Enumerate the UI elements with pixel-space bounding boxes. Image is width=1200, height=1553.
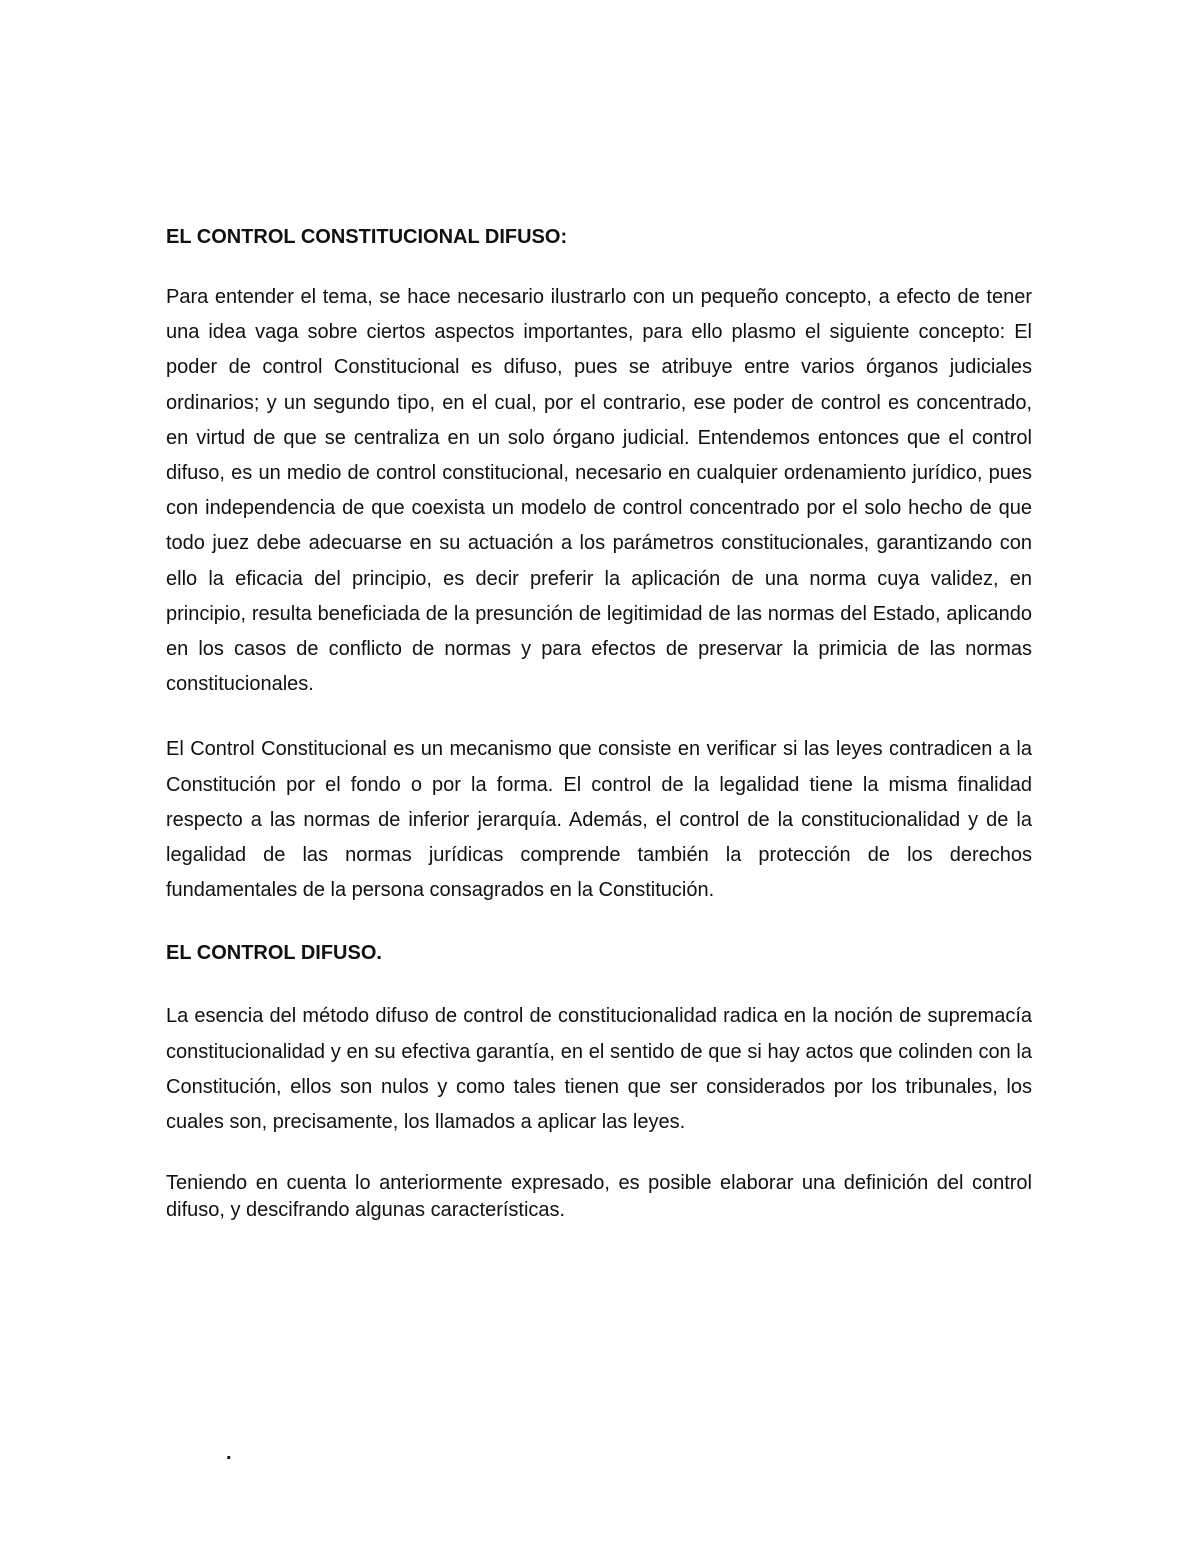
document-body (166, 224, 1032, 1224)
paragraph-control-constitucional: El Control Constitucional es un mecanismo que consiste en verificar si las leyes contradicen a la Constitución por el fondo o por la forma. El control de la legalidad tiene la misma finalidad respecto a las normas de inferior jerarquía. Además, el control de la constitucionalidad y de la legalidad de las normas jurídicas comprende también la protección de los derechos fundamentales de la persona consagrados en la Constitución. (166, 738, 1032, 902)
section-heading-control-difuso: EL CONTROL DIFUSO. (166, 942, 382, 965)
bullet-mark: . (226, 1442, 232, 1464)
section-heading-control-constitucional-difuso: EL CONTROL CONSTITUCIONAL DIFUSO: (166, 226, 568, 248)
paragraph-esencia-metodo-difuso: La esencia del método difuso de control de constitucionalidad radica en la noción de supremacía constitucionalidad y en su efectiva garantía, en el sentido de que si hay actos que colinden con la Constitución, ellos son nulos y como tales tienen que ser considerados por los tribunales, los cuales son, precisamente, los llamados a aplicar las leyes. (166, 1005, 1032, 1134)
paragraph-concepto: Para entender el tema, se hace necesario ilustrarlo con un pequeño concepto, a efecto de tener una idea vaga sobre ciertos aspectos importantes, para ello plasmo el siguiente concepto: El poder de control Constitucional es difuso, pues se atribuye entre varios órganos judiciales ordinarios; y un segundo tipo, en el cual, por el contrario, ese poder de control es concentrado, en virtud de que se centraliza en un solo órgano judicial. Entendemos entonces que el control difuso, es un medio de control constitucional, necesario en cualquier ordenamiento jurídico, pues con independencia de que coexista un modelo de control concentrado por el solo hecho de que todo juez debe adecuarse en su actuación a los parámetros constitucionales, garantizando con ello la eficacia del principio, es decir preferir la aplicación de una norma cuya validez, en principio, resulta beneficiada de la presunción de legitimidad de las normas del Estado, aplicando en los casos de conflicto de normas y para efectos de preservar la primicia de las normas constitucionales. (166, 286, 1032, 696)
paragraph-definicion: Teniendo en cuenta lo anteriormente expresado, es posible elaborar una definición del control difuso, y descifrando algunas características. (166, 1172, 1032, 1222)
